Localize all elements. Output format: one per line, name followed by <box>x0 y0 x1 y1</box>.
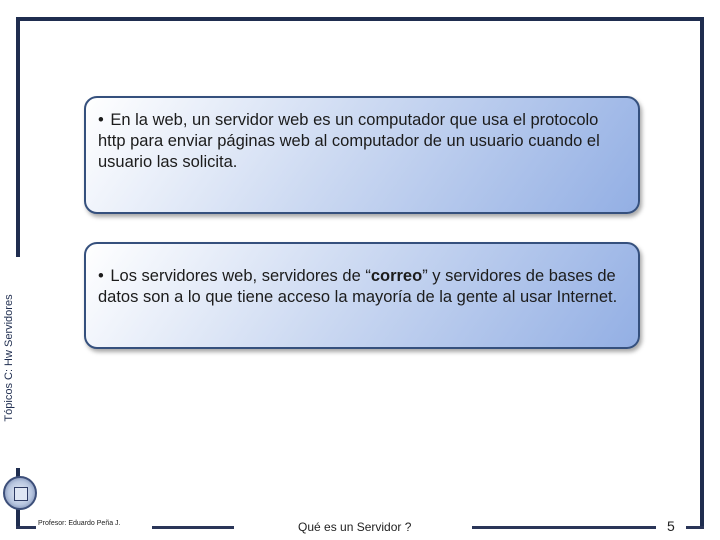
footer-rule-4 <box>686 526 704 529</box>
card-2-text-after: ” y servidores de bases de datos son a lo que tiene acceso la mayoría de la gente al usar Internet. <box>98 267 618 306</box>
footer-author: Profesor: Eduardo Peña J. <box>38 520 121 527</box>
footer-rule-1 <box>16 526 36 529</box>
footer-rule-2 <box>152 526 234 529</box>
frame-left-border-upper <box>16 17 20 257</box>
logo-emblem <box>14 487 28 501</box>
sidebar-vertical-label: Tópicos C: Hw Servidores <box>3 294 15 422</box>
card-2-text-before: Los servidores web, servidores de “ <box>110 267 371 285</box>
frame-top-border <box>16 17 704 21</box>
bullet-icon: • <box>98 267 104 285</box>
card-1-text: En la web, un servidor web es un computador que usa el protocolo http para enviar páginas web al computador de un usuario cuando el usuario las solicita. <box>98 111 600 171</box>
content-card-2 <box>84 242 640 349</box>
footer-slide-title: Qué es un Servidor ? <box>298 520 412 534</box>
content-card-1 <box>84 96 640 214</box>
bullet-icon: • <box>98 111 104 129</box>
university-logo-icon <box>3 476 37 510</box>
footer-rule-3 <box>472 526 656 529</box>
footer-page-number: 5 <box>667 518 675 534</box>
frame-right-border <box>700 17 704 529</box>
card-2-text-bold: correo <box>370 267 423 285</box>
